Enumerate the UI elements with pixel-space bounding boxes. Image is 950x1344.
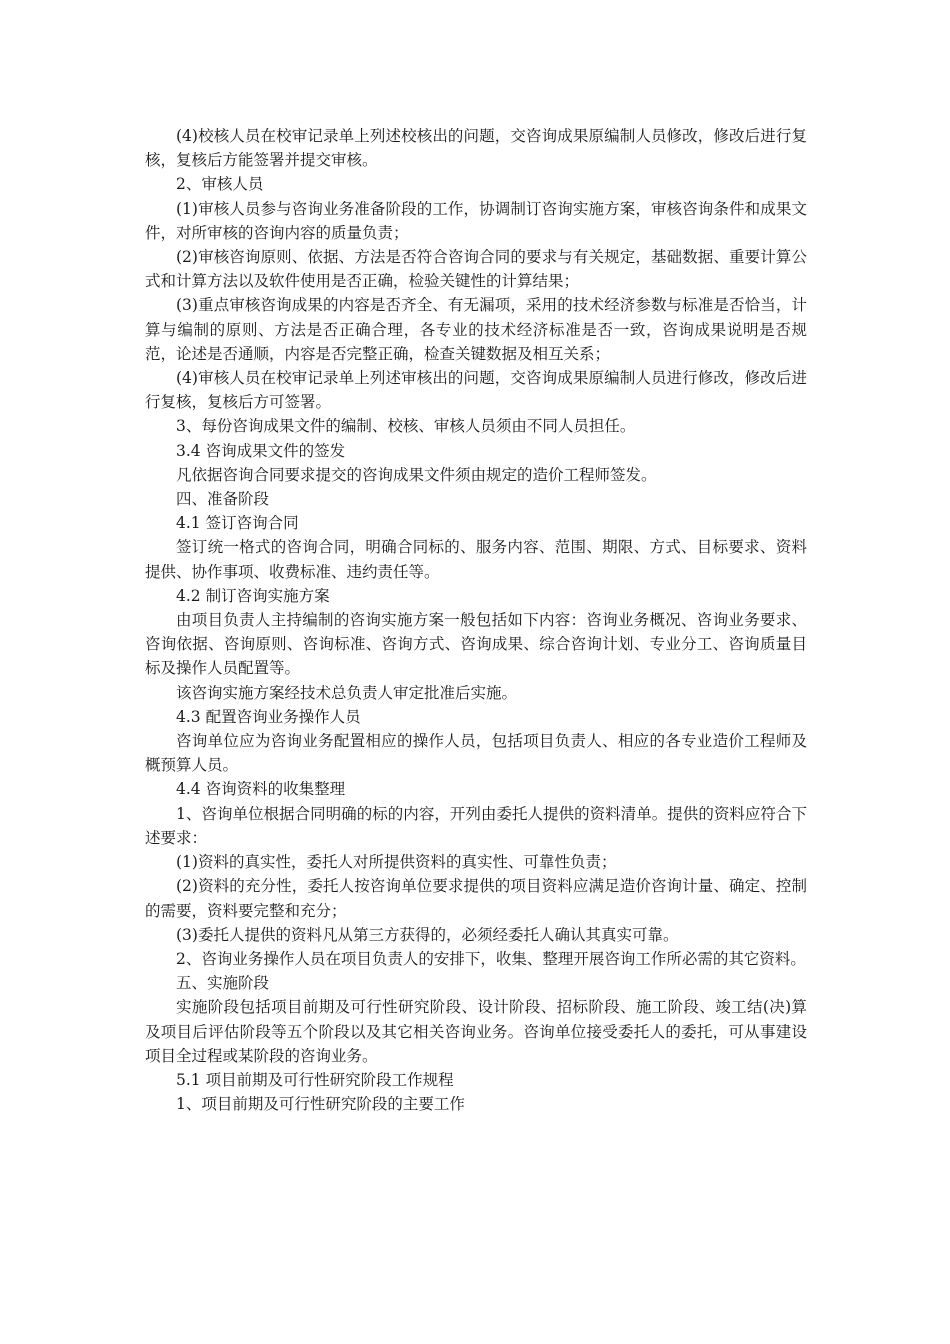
section-heading: 2、审核人员 [176, 175, 264, 194]
section-heading: 3.4 咨询成果文件的签发 [176, 441, 346, 460]
section-heading: 四、准备阶段 [176, 490, 270, 509]
paragraph: 签订统一格式的咨询合同，明确合同标的、服务内容、范围、期限、方式、目标要求、资料提供、协作事项、收费标准、违约责任等。 [145, 538, 807, 581]
paragraph: (3)重点审核咨询成果的内容是否齐全、有无漏项，采用的技术经济参数与标准是否恰当，计算与编制的原则、方法是否正确合理，各专业的技术经济标准是否一致，咨询成果说明是否规范，论述是否通顺，内容是否完整正确，检查关键数据及相互关系； [145, 296, 807, 363]
paragraph: 3、每份咨询成果文件的编制、校核、审核人员须由不同人员担任。 [176, 417, 636, 436]
section-heading: 4.4 咨询资料的收集整理 [176, 780, 346, 799]
section-heading: 5.1 项目前期及可行性研究阶段工作规程 [176, 1070, 454, 1089]
paragraph: 2、咨询业务操作人员在项目负责人的安排下，收集、整理开展咨询工作所必需的其它资料。 [176, 949, 806, 968]
paragraph: (1)审核人员参与咨询业务准备阶段的工作，协调制订咨询实施方案，审核咨询条件和成果文件，对所审核的咨询内容的质量负责； [145, 199, 807, 242]
paragraph: (4)审核人员在校审记录单上列述审核出的问题，交咨询成果原编制人员进行修改，修改后进行复核，复核后方可签署。 [145, 369, 807, 412]
section-heading: 4.3 配置咨询业务操作人员 [176, 707, 361, 726]
paragraph: 该咨询实施方案经技术总负责人审定批准后实施。 [176, 683, 518, 702]
paragraph: (2)资料的充分性，委托人按咨询单位要求提供的项目资料应满足造价咨询计量、确定、控制的需要，资料要完整和充分； [145, 877, 807, 920]
paragraph: (4)校核人员在校审记录单上列述校核出的问题，交咨询成果原编制人员修改，修改后进行复核，复核后方能签署并提交审核。 [145, 127, 807, 170]
paragraph: 凡依据咨询合同要求提交的咨询成果文件须由规定的造价工程师签发。 [176, 465, 657, 484]
paragraph: (3)委托人提供的资料凡从第三方获得的，必须经委托人确认其真实可靠。 [176, 925, 679, 944]
section-heading: 4.1 签订咨询合同 [176, 514, 299, 533]
paragraph: 1、咨询单位根据合同明确的标的内容，开列由委托人提供的资料清单。提供的资料应符合下述要求： [145, 804, 807, 847]
paragraph: (2)审核咨询原则、依据、方法是否符合咨询合同的要求与有关规定，基础数据、重要计算公式和计算方法以及软件使用是否正确，检验关键性的计算结果； [145, 248, 807, 291]
paragraph: 1、项目前期及可行性研究阶段的主要工作 [176, 1095, 465, 1114]
section-heading: 4.2 制订咨询实施方案 [176, 586, 330, 605]
paragraph: (1)资料的真实性，委托人对所提供资料的真实性、可靠性负责； [176, 853, 617, 872]
section-heading: 五、实施阶段 [176, 974, 270, 993]
paragraph: 咨询单位应为咨询业务配置相应的操作人员，包括项目负责人、相应的各专业造价工程师及概预算人员。 [145, 732, 807, 775]
paragraph: 由项目负责人主持编制的咨询实施方案一般包括如下内容：咨询业务概况、咨询业务要求、咨询依据、咨询原则、咨询标准、咨询方式、咨询成果、综合咨询计划、专业分工、咨询质量目标及操作人员配置等。 [145, 611, 807, 678]
document-body [145, 124, 807, 1116]
paragraph: 实施阶段包括项目前期及可行性研究阶段、设计阶段、招标阶段、施工阶段、竣工结(决)算及项目后评估阶段等五个阶段以及其它相关咨询业务。咨询单位接受委托人的委托，可从事建设项目全过程或某阶段的咨询业务。 [145, 998, 807, 1065]
